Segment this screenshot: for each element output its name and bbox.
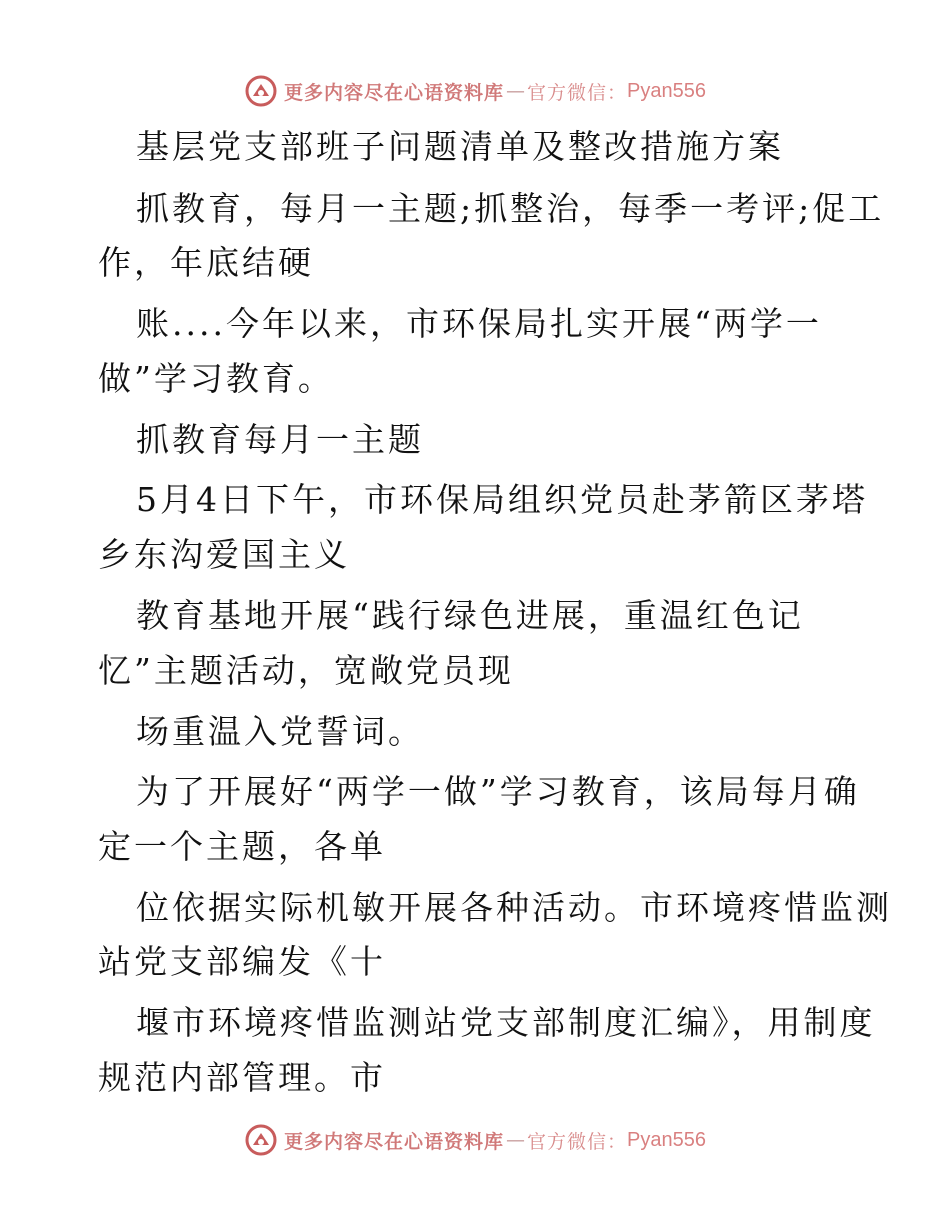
paragraph-line: 规范内部管理。市 — [98, 1058, 386, 1097]
watermark-brand: 更多内容尽在心语资料库 — [284, 1130, 505, 1153]
paragraph-line: 抓教育，每月一主题;抓整治，每季一考评;促工 — [136, 189, 885, 228]
footer-watermark — [0, 1120, 950, 1160]
paragraph-line: 忆”主题活动，宽敞党员现 — [98, 651, 514, 690]
watermark-wechat-id: Pyan556 — [627, 1128, 706, 1151]
watermark-separator: — — [506, 80, 526, 102]
paragraph-line: 站党支部编发《十 — [98, 942, 386, 981]
document-title: 基层党支部班子问题清单及整改措施方案 — [136, 127, 784, 166]
paragraph-line: 位依据实际机敏开展各种活动。市环境疼惜监测 — [136, 888, 892, 927]
watermark-wechat-label: 官方微信： — [527, 1130, 628, 1153]
paragraph-line: 定一个主题，各单 — [98, 827, 386, 866]
paragraph-line: 乡东沟爱国主义 — [98, 535, 350, 574]
paragraph-line: 教育基地开展“践行绿色进展，重温红色记 — [136, 596, 804, 635]
paragraph-line: 做”学习教育。 — [98, 359, 334, 398]
section-heading: 抓教育每月一主题 — [136, 420, 424, 459]
watermark-separator: — — [506, 1129, 526, 1151]
paragraph-line: 5月4日下午，市环保局组织党员赴茅箭区茅塔 — [136, 480, 868, 519]
watermark-wechat-id: Pyan556 — [627, 79, 706, 102]
watermark-brand: 更多内容尽在心语资料库 — [284, 81, 505, 104]
paragraph-line: 为了开展好“两学一做”学习教育，该局每月确 — [136, 772, 860, 811]
watermark-wechat-label: 官方微信： — [527, 81, 628, 104]
paragraph-line: 堰市环境疼惜监测站党支部制度汇编》，用制度 — [136, 1003, 876, 1042]
paragraph-line: 场重温入党誓词。 — [136, 712, 424, 751]
paragraph-line: 作，年底结硬 — [98, 243, 314, 282]
brand-logo-icon — [244, 1123, 278, 1157]
paragraph-line: 账....今年以来，市环保局扎实开展“两学一 — [136, 304, 822, 343]
